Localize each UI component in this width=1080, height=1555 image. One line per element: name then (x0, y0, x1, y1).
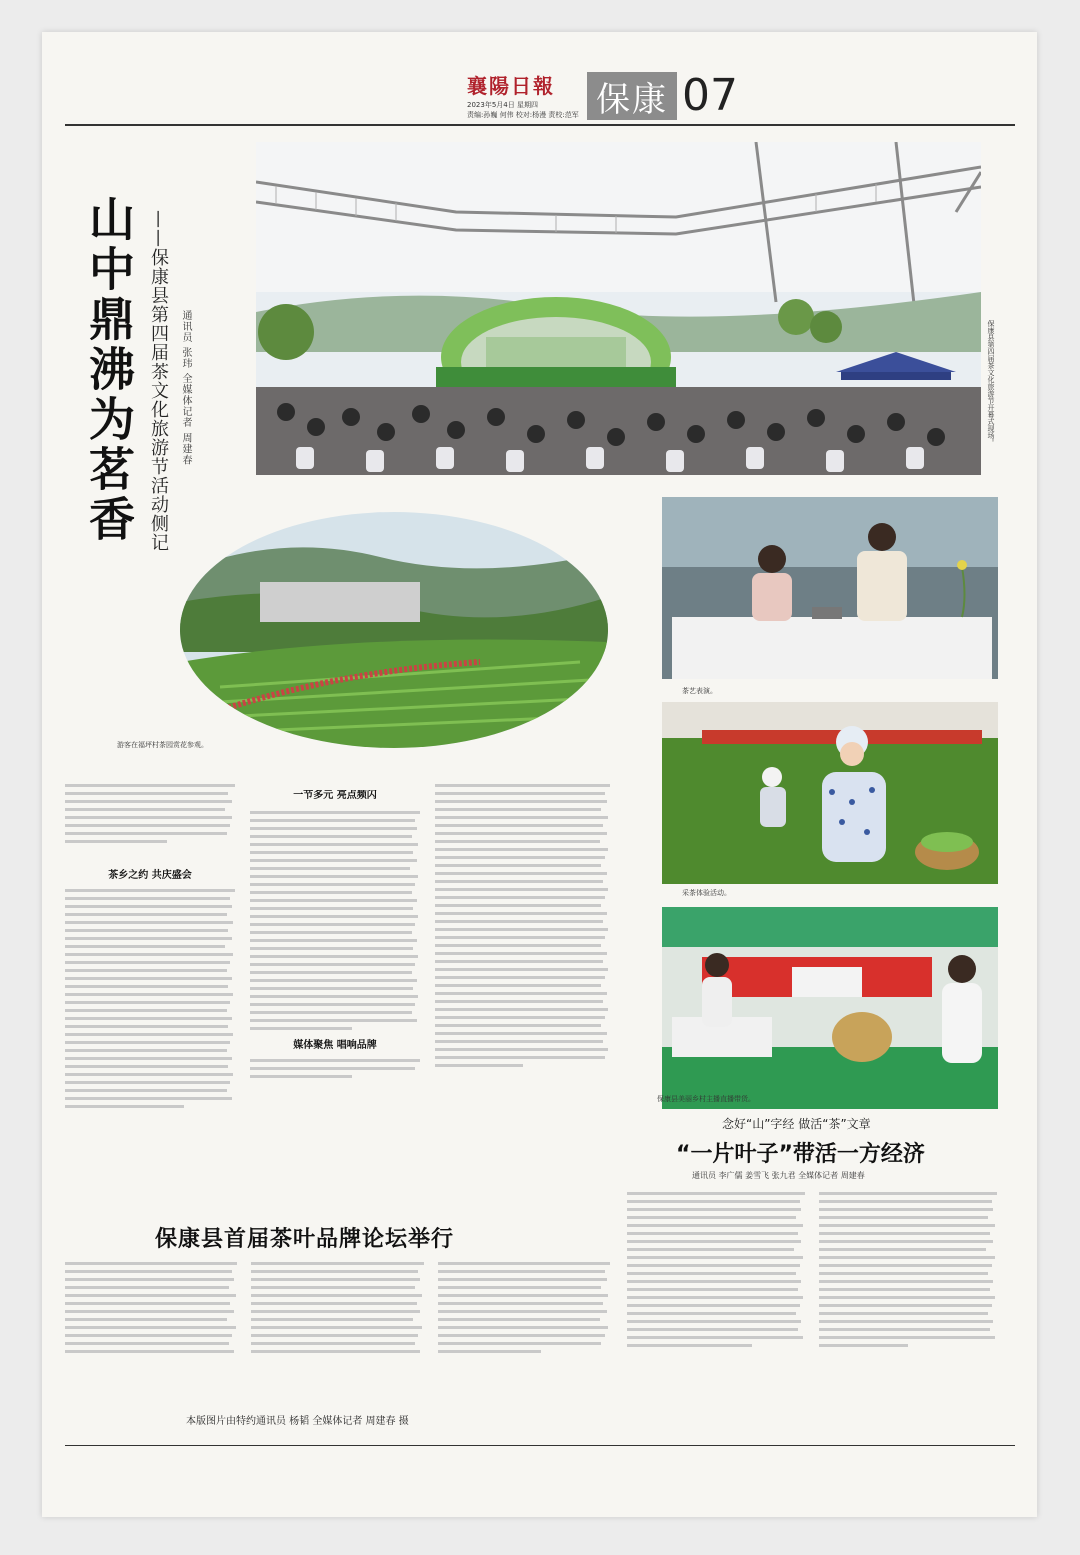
leaf-column-2 (819, 1192, 997, 1412)
text-block (65, 889, 235, 1108)
subhead-media: 媒体聚焦 唱响品牌 (293, 1040, 377, 1051)
leaf-headline: “一片叶子”带活一方经济 (676, 1142, 925, 1167)
main-stage-caption: 保康县第四届茶文化旅游节开幕式现场。 (987, 320, 995, 446)
date-line: 2023年5月4日 星期四 (467, 101, 538, 109)
feature-column-2 (250, 790, 420, 1190)
tea-garden-caption: 游客在福坪村茶园赏花参观。 (117, 741, 208, 749)
text-block (65, 784, 235, 864)
text-block (250, 1059, 420, 1078)
masthead-rule (65, 124, 1015, 126)
leaf-kicker: 念好“山”字经 做活“茶”文章 (722, 1117, 871, 1131)
feature-column-1 (65, 784, 235, 1192)
feature-subtitle: ——保康县第四届茶文化旅游节活动侧记 (148, 210, 169, 552)
feature-byline: 通讯员 张玮 全媒体记者 周建春 (180, 310, 191, 466)
tea-picking-photo (662, 702, 998, 884)
page-number: 07 (682, 70, 738, 121)
forum-column-3 (438, 1262, 610, 1412)
photo-credit: 本版图片由特约通讯员 杨韬 全媒体记者 周建春 摄 (186, 1416, 409, 1427)
tea-picking-caption: 采茶体验活动。 (682, 889, 731, 897)
promo-caption: 保康县美丽乡村主播直播带货。 (657, 1095, 755, 1103)
subhead-highlights: 一节多元 亮点频闪 (293, 790, 377, 801)
tea-art-caption: 茶艺表演。 (682, 687, 717, 695)
tea-garden-photo (180, 512, 608, 748)
promo-photo (662, 907, 998, 1109)
bottom-rule (65, 1445, 1015, 1446)
forum-column-2 (251, 1262, 423, 1412)
newspaper-page (42, 32, 1037, 1517)
text-block (435, 784, 610, 1067)
feature-title: 山中鼎沸为茗香 (82, 195, 136, 545)
newspaper-logo: 襄陽日報 (467, 74, 555, 98)
feature-column-3 (435, 784, 610, 1192)
masthead-date (467, 100, 587, 120)
leaf-byline: 通讯员 李广儒 姜雪飞 张九君 全媒体记者 周建春 (692, 1171, 865, 1180)
subhead-tea-meeting: 茶乡之约 共庆盛会 (108, 870, 192, 881)
forum-body (65, 1262, 610, 1412)
leaf-column-1 (627, 1192, 805, 1412)
forum-column-1 (65, 1262, 237, 1412)
editors-line: 责编:孙巍 何伟 校对:杨漫 责校:范军 (467, 111, 579, 119)
main-stage-photo (256, 142, 981, 475)
forum-headline: 保康县首届茶叶品牌论坛举行 (155, 1227, 455, 1252)
section-label: 保康 (587, 72, 677, 120)
leaf-body (627, 1192, 997, 1412)
tea-art-photo (662, 497, 998, 679)
text-block (250, 811, 420, 1030)
